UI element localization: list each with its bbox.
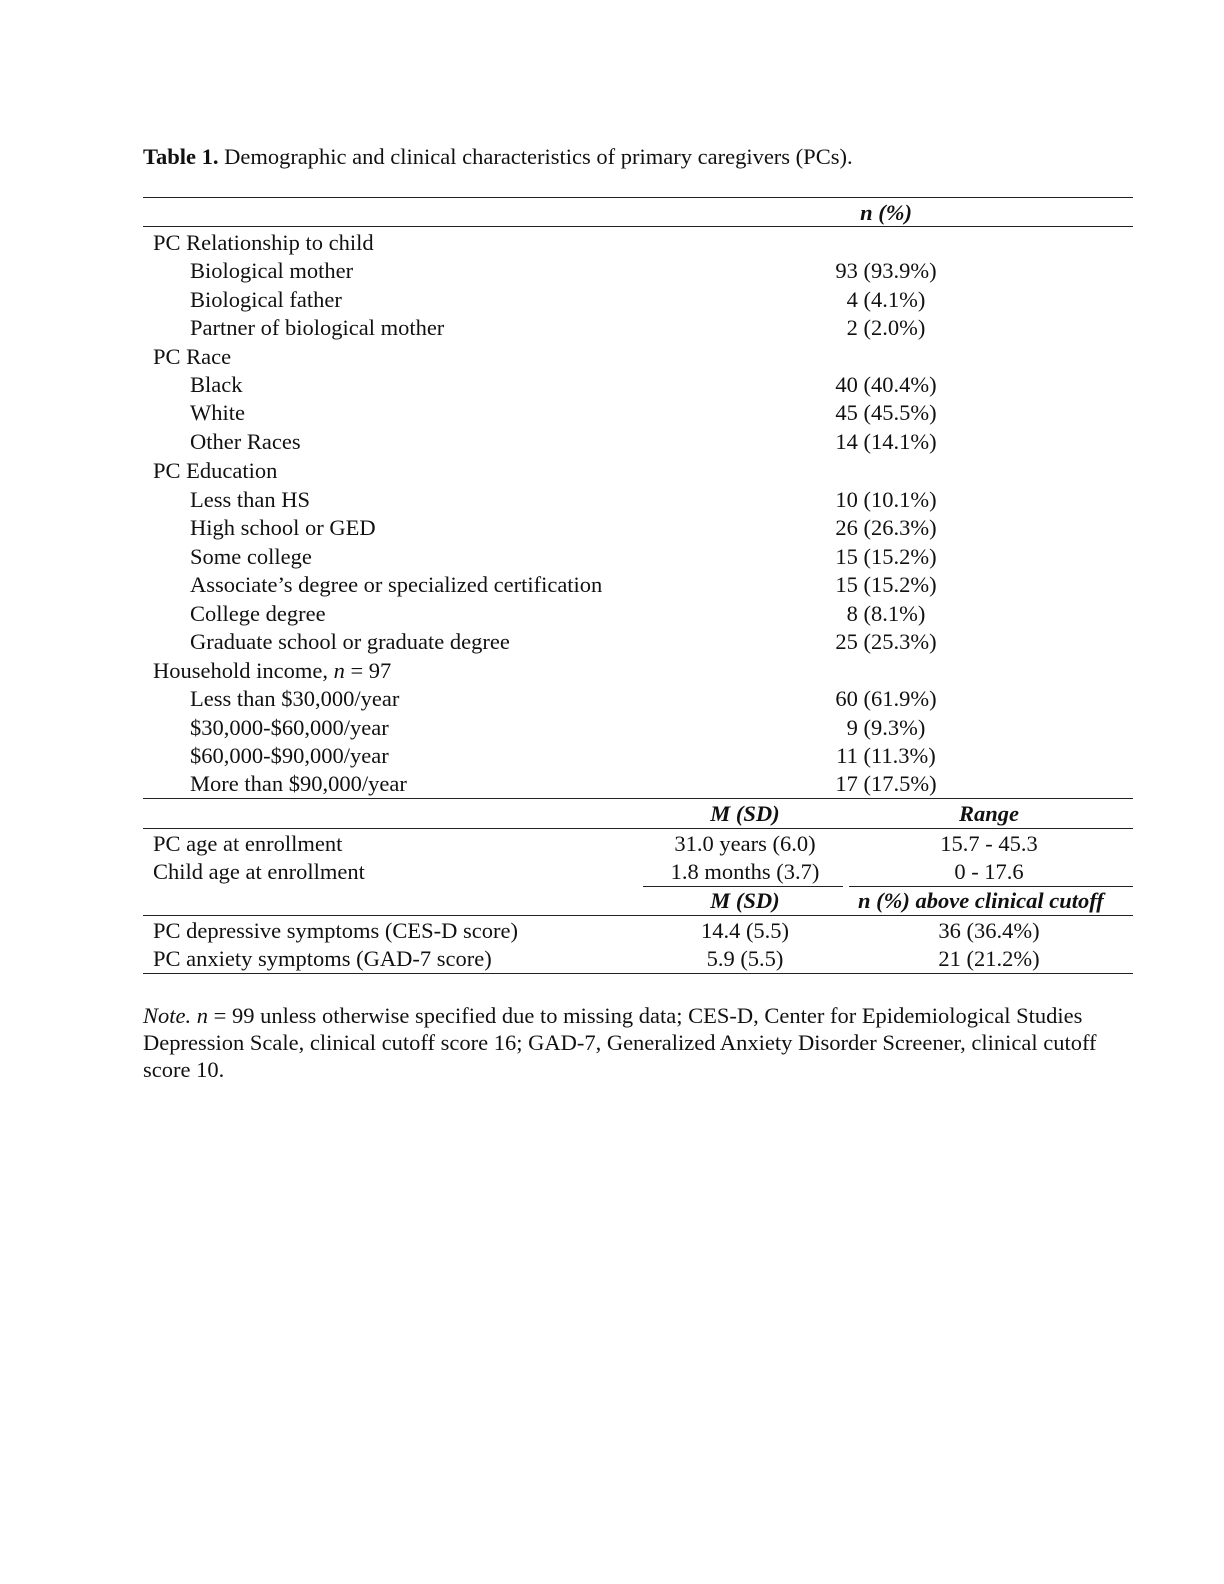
row-msd: 1.8 months (3.7) bbox=[670, 859, 820, 884]
row-value: 93 (93.9%) bbox=[835, 258, 937, 283]
table-top-rule bbox=[143, 197, 1133, 198]
row-label: Some college bbox=[190, 544, 312, 569]
column-header-above-cutoff: n (%) above clinical cutoff bbox=[858, 888, 1104, 913]
row-value: 9 (9.3%) bbox=[846, 715, 926, 740]
row-label: White bbox=[190, 400, 245, 425]
note-text: = 99 unless otherwise specified due to missing data; CES-D, Center for Epidemiological Studies Depression Scale, clinical cutoff score 16; GAD-7, Generalized Anxiety Disorder Screener, clinical cutoff score 10. bbox=[143, 1003, 1097, 1082]
row-msd: 14.4 (5.5) bbox=[700, 918, 790, 943]
symptom-block-header-rule bbox=[143, 915, 1133, 916]
row-value: 17 (17.5%) bbox=[835, 771, 937, 796]
row-label: Less than $30,000/year bbox=[190, 686, 400, 711]
row-label: Partner of biological mother bbox=[190, 315, 445, 340]
table-caption-label: Table 1. bbox=[143, 144, 219, 169]
row-value: 15 (15.2%) bbox=[835, 544, 937, 569]
column-header-n-percent: n (%) bbox=[860, 200, 912, 225]
table-caption bbox=[143, 144, 853, 170]
row-value: 11 (11.3%) bbox=[836, 743, 936, 768]
row-label: PC depressive symptoms (CES-D score) bbox=[153, 918, 518, 943]
row-msd: 5.9 (5.5) bbox=[706, 946, 784, 971]
row-value: 60 (61.9%) bbox=[835, 686, 937, 711]
note-prefix: Note. bbox=[143, 1003, 192, 1028]
row-range: 15.7 - 45.3 bbox=[940, 831, 1038, 856]
table-note bbox=[143, 1002, 1103, 1083]
row-label: Child age at enrollment bbox=[153, 859, 365, 884]
column-header-range: Range bbox=[958, 801, 1019, 826]
row-label: $30,000-$60,000/year bbox=[190, 715, 389, 740]
row-value: 26 (26.3%) bbox=[835, 515, 937, 540]
row-value: 14 (14.1%) bbox=[835, 429, 937, 454]
row-msd: 31.0 years (6.0) bbox=[674, 831, 816, 856]
column-header-msd-symptoms: M (SD) bbox=[710, 888, 780, 913]
row-value: 40 (40.4%) bbox=[835, 372, 937, 397]
age-block-header-rule bbox=[143, 828, 1133, 829]
row-label: Associate’s degree or specialized certification bbox=[190, 572, 603, 597]
row-label: College degree bbox=[190, 601, 326, 626]
row-value: 4 (4.1%) bbox=[846, 287, 926, 312]
row-label: Graduate school or graduate degree bbox=[190, 629, 510, 654]
section-label-income: Household income, n = 97 bbox=[153, 658, 392, 683]
section-label-education: PC Education bbox=[153, 458, 278, 483]
row-label: Biological father bbox=[190, 287, 342, 312]
row-value: 10 (10.1%) bbox=[835, 487, 937, 512]
column-header-msd-age: M (SD) bbox=[710, 801, 780, 826]
row-label: Other Races bbox=[190, 429, 301, 454]
row-cutoff: 36 (36.4%) bbox=[938, 918, 1040, 943]
row-label: Less than HS bbox=[190, 487, 310, 512]
row-label: More than $90,000/year bbox=[190, 771, 407, 796]
row-label: Black bbox=[190, 372, 243, 397]
table-caption-text: Demographic and clinical characteristics of primary caregivers (PCs). bbox=[224, 144, 853, 169]
row-label: PC age at enrollment bbox=[153, 831, 343, 856]
row-label: High school or GED bbox=[190, 515, 376, 540]
row-value: 45 (45.5%) bbox=[835, 400, 937, 425]
row-value: 2 (2.0%) bbox=[846, 315, 926, 340]
row-label: PC anxiety symptoms (GAD-7 score) bbox=[153, 946, 492, 971]
row-value: 8 (8.1%) bbox=[846, 601, 926, 626]
row-cutoff: 21 (21.2%) bbox=[938, 946, 1040, 971]
section-label-race: PC Race bbox=[153, 344, 232, 369]
row-value: 25 (25.3%) bbox=[835, 629, 937, 654]
row-range: 0 - 17.6 bbox=[954, 859, 1024, 884]
row-value: 15 (15.2%) bbox=[835, 572, 937, 597]
row-label: $60,000-$90,000/year bbox=[190, 743, 389, 768]
section-label-relationship: PC Relationship to child bbox=[153, 230, 374, 255]
table-bottom-rule bbox=[143, 973, 1133, 974]
row-label: Biological mother bbox=[190, 258, 354, 283]
age-block-top-rule bbox=[143, 798, 1133, 799]
note-n: n bbox=[196, 1003, 208, 1028]
